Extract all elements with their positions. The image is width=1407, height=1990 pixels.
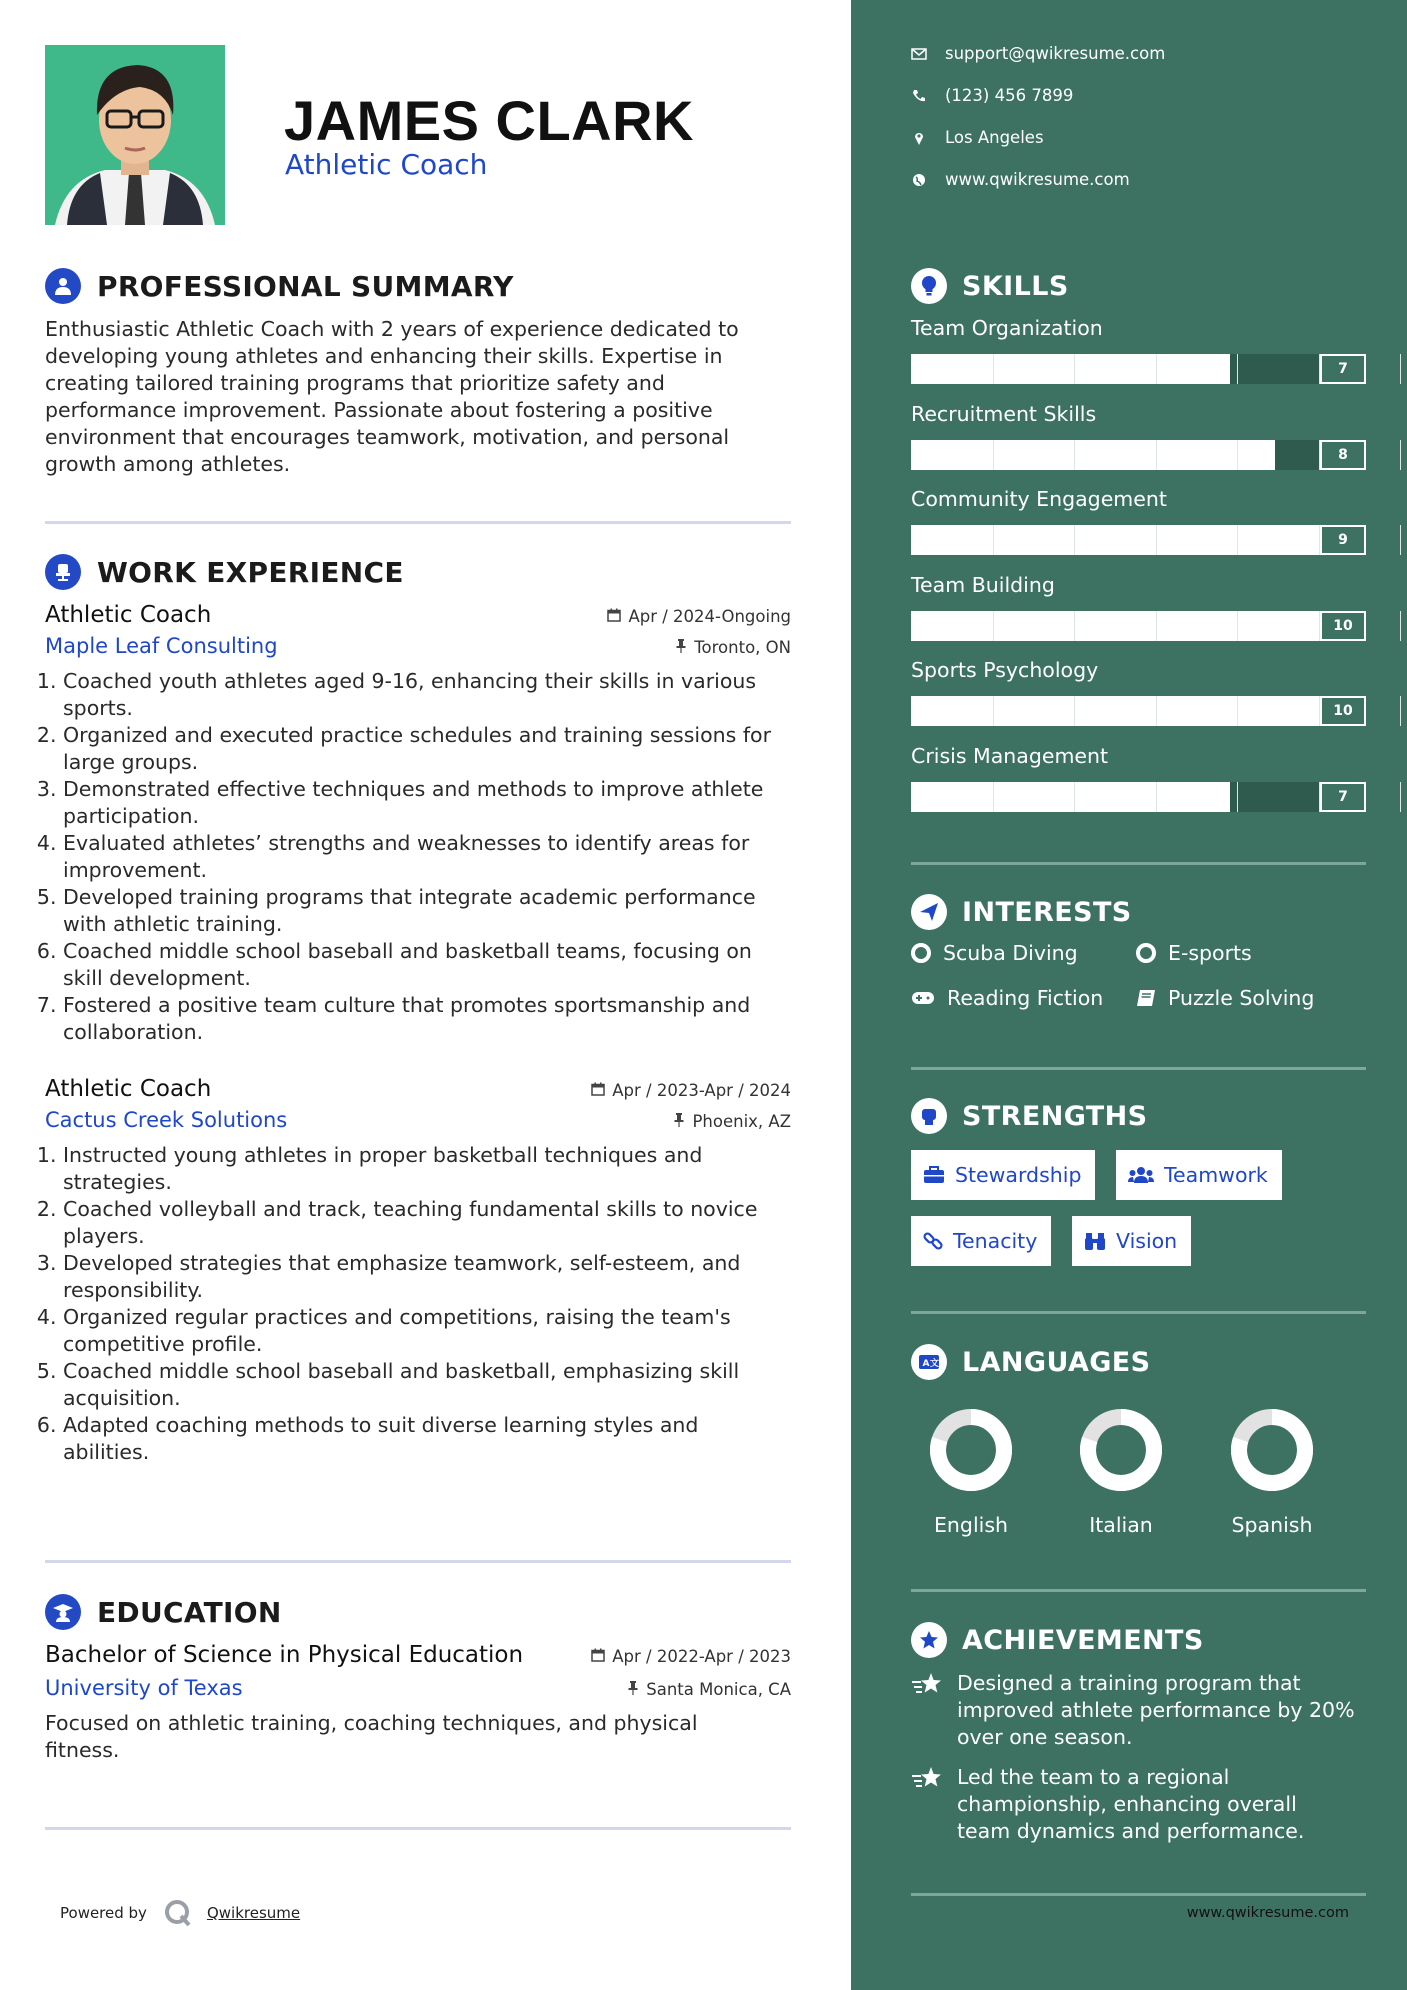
job-dates bbox=[591, 1081, 791, 1100]
school[interactable]: University of Texas bbox=[45, 1676, 243, 1700]
skill-level: 8 bbox=[1320, 440, 1366, 470]
skill-bar bbox=[911, 354, 1366, 384]
skill-bar-tick bbox=[1400, 525, 1401, 555]
contact-location bbox=[911, 128, 1044, 147]
job-company[interactable]: Cactus Creek Solutions bbox=[45, 1108, 288, 1132]
skill-bar-tick bbox=[993, 525, 994, 555]
star-badge-icon bbox=[911, 1622, 947, 1658]
candidate-name: JAMES CLARK bbox=[284, 89, 694, 152]
candidate-title: Athletic Coach bbox=[285, 148, 488, 181]
phone-icon bbox=[911, 89, 927, 103]
skill-bar-ticks bbox=[911, 354, 1366, 384]
skill-bar-ticks bbox=[911, 440, 1366, 470]
skill-item bbox=[911, 573, 1366, 641]
strength-tag bbox=[1072, 1216, 1191, 1266]
skill-level: 10 bbox=[1320, 696, 1366, 726]
duty-item: 5. Developed training programs that integrate academic performance with athletic training. bbox=[63, 884, 791, 938]
skill-bar bbox=[911, 525, 1366, 555]
job-location-text: Phoenix, AZ bbox=[692, 1112, 791, 1131]
powered-by-label: Powered by bbox=[60, 1904, 147, 1922]
user-icon bbox=[45, 268, 81, 304]
summary-line: growth among athletes. bbox=[45, 452, 291, 476]
gamepad-icon bbox=[911, 990, 935, 1006]
skill-bar-tick bbox=[1156, 354, 1157, 384]
skill-item bbox=[911, 658, 1366, 726]
contact-email[interactable] bbox=[911, 44, 1165, 63]
education-line: fitness. bbox=[45, 1738, 120, 1762]
language-item bbox=[1061, 1405, 1181, 1537]
education-heading: EDUCATION bbox=[97, 1595, 282, 1629]
job-location bbox=[673, 1112, 791, 1131]
pin-icon bbox=[675, 638, 687, 657]
achievement-line: championship, enhancing overall bbox=[957, 1792, 1297, 1816]
book-icon bbox=[1136, 989, 1156, 1007]
duty-item: 7. Fostered a positive team culture that promotes sportsmanship and collaboration. bbox=[63, 992, 791, 1046]
contact-email-text: support@qwikresume.com bbox=[945, 44, 1166, 63]
skill-bar-tick bbox=[1400, 354, 1401, 384]
job-entry bbox=[45, 602, 791, 1046]
summary-line: developing young athletes and enhancing their skills. Expertise in bbox=[45, 344, 723, 368]
skill-bar-tick bbox=[1156, 611, 1157, 641]
language-name: Italian bbox=[1089, 1513, 1153, 1537]
pin-icon bbox=[627, 1680, 639, 1699]
interest-item bbox=[911, 941, 1078, 965]
skill-name: Community Engagement bbox=[911, 487, 1167, 511]
duty-item: 4. Organized regular practices and competitions, raising the team's competitive profile. bbox=[63, 1304, 791, 1358]
paper-plane-icon bbox=[911, 894, 947, 930]
experience-section bbox=[45, 552, 791, 1466]
globe-icon bbox=[911, 173, 927, 187]
skill-bar-tick bbox=[1074, 440, 1075, 470]
achievement-item bbox=[911, 1670, 1366, 1751]
achievement-line: improved athlete performance by 20% bbox=[957, 1698, 1355, 1722]
graduate-icon bbox=[45, 1594, 81, 1630]
strength-label: Vision bbox=[1116, 1229, 1178, 1253]
pin-icon bbox=[673, 1112, 685, 1131]
skill-bar-tick bbox=[1237, 440, 1238, 470]
education-location-text: Santa Monica, CA bbox=[646, 1680, 791, 1699]
duty-item: 5. Coached middle school baseball and basketball, emphasizing skill acquisition. bbox=[63, 1358, 791, 1412]
interest-item bbox=[911, 986, 1103, 1010]
duty-item: 4. Evaluated athletes’ strengths and weaknesses to identify areas for improvement. bbox=[63, 830, 791, 884]
shooting-star-icon bbox=[911, 1670, 947, 1751]
summary-line: performance improvement. Passionate about fostering a positive bbox=[45, 398, 713, 422]
skill-bar-tick bbox=[1074, 525, 1075, 555]
skill-bar-tick bbox=[1156, 440, 1157, 470]
skill-bar-tick bbox=[1156, 525, 1157, 555]
achievement-item bbox=[911, 1764, 1366, 1845]
job-dates-text: Apr / 2023-Apr / 2024 bbox=[612, 1081, 791, 1100]
language-donut bbox=[926, 1405, 1016, 1495]
skill-bar-ticks bbox=[911, 525, 1366, 555]
skill-bar bbox=[911, 611, 1366, 641]
skill-bar-tick bbox=[993, 611, 994, 641]
skill-bar-tick bbox=[1237, 525, 1238, 555]
summary-line: environment that encourages teamwork, motivation, and personal bbox=[45, 425, 730, 449]
envelope-icon bbox=[911, 48, 927, 60]
skill-bar-tick bbox=[1237, 354, 1238, 384]
skill-item bbox=[911, 402, 1366, 470]
calendar-icon bbox=[607, 607, 621, 626]
translate-icon bbox=[911, 1344, 947, 1380]
powered-by bbox=[60, 1898, 300, 1928]
duty-item: 3. Developed strategies that emphasize teamwork, self-esteem, and responsibility. bbox=[63, 1250, 791, 1304]
languages-header bbox=[911, 1343, 1151, 1381]
sidebar-divider bbox=[911, 1067, 1366, 1070]
job-role: Athletic Coach bbox=[45, 1076, 212, 1102]
skill-item bbox=[911, 487, 1366, 555]
language-donut bbox=[1076, 1405, 1166, 1495]
sidebar-divider bbox=[911, 1589, 1366, 1592]
education-section bbox=[45, 1592, 791, 1764]
skill-bar-tick bbox=[1156, 782, 1157, 812]
skill-level: 10 bbox=[1320, 611, 1366, 641]
interest-label: E-sports bbox=[1168, 941, 1252, 965]
languages-heading: LANGUAGES bbox=[962, 1346, 1151, 1378]
duty-item: 2. Coached volleyball and track, teaching fundamental skills to novice players. bbox=[63, 1196, 791, 1250]
skill-bar-tick bbox=[993, 354, 994, 384]
language-name: Spanish bbox=[1231, 1513, 1313, 1537]
skill-bar-tick bbox=[1400, 611, 1401, 641]
skill-level: 9 bbox=[1320, 525, 1366, 555]
skill-name: Team Organization bbox=[911, 316, 1103, 340]
skill-bar-ticks bbox=[911, 611, 1366, 641]
skill-bar-tick bbox=[1156, 696, 1157, 726]
section-divider bbox=[45, 1827, 791, 1830]
duty-item: 2. Organized and executed practice schedules and training sessions for large groups. bbox=[63, 722, 791, 776]
strength-tag bbox=[1116, 1150, 1282, 1200]
chair-icon bbox=[45, 554, 81, 590]
duty-list bbox=[45, 1142, 791, 1466]
interest-label: Scuba Diving bbox=[943, 941, 1078, 965]
skill-name: Sports Psychology bbox=[911, 658, 1099, 682]
profile-photo bbox=[45, 45, 225, 225]
duty-item: 1. Coached youth athletes aged 9-16, enhancing their skills in various sports. bbox=[63, 668, 791, 722]
map-marker-icon bbox=[911, 131, 927, 145]
achievement-line: Led the team to a regional bbox=[957, 1765, 1230, 1789]
section-divider bbox=[45, 521, 791, 524]
education-line: Focused on athletic training, coaching techniques, and physical bbox=[45, 1711, 698, 1735]
summary-heading: PROFESSIONAL SUMMARY bbox=[97, 269, 514, 303]
duty-item: 6. Adapted coaching methods to suit diverse learning styles and abilities. bbox=[63, 1412, 791, 1466]
skill-bar bbox=[911, 782, 1366, 812]
strengths-header bbox=[911, 1097, 1147, 1135]
lifebuoy-icon bbox=[911, 943, 931, 963]
job-location-text: Toronto, ON bbox=[694, 638, 791, 657]
contact-website[interactable] bbox=[911, 170, 1130, 189]
lightbulb-icon bbox=[911, 268, 947, 304]
summary-line: creating tailored training programs that prioritize safety and bbox=[45, 371, 665, 395]
skill-bar-tick bbox=[993, 696, 994, 726]
skill-name: Recruitment Skills bbox=[911, 401, 1097, 426]
job-company[interactable]: Maple Leaf Consulting bbox=[45, 634, 278, 658]
briefcase-icon bbox=[923, 1166, 945, 1184]
skill-level: 7 bbox=[1320, 354, 1366, 384]
skill-bar-tick bbox=[993, 440, 994, 470]
job-dates-text: Apr / 2024-Ongoing bbox=[628, 607, 791, 626]
qwikresume-logo-icon bbox=[163, 1898, 193, 1928]
interests-heading: INTERESTS bbox=[962, 896, 1132, 928]
contact-location-text: Los Angeles bbox=[945, 128, 1044, 147]
duty-item: 1. Instructed young athletes in proper basketball techniques and strategies. bbox=[63, 1142, 791, 1196]
achievements-heading: ACHIEVEMENTS bbox=[962, 1624, 1204, 1656]
duty-list bbox=[45, 668, 791, 1046]
skill-level: 7 bbox=[1320, 782, 1366, 812]
svg-text:A: A bbox=[922, 1359, 930, 1369]
strengths-heading: STRENGTHS bbox=[962, 1100, 1148, 1132]
education-location bbox=[627, 1680, 791, 1699]
strength-tag bbox=[911, 1216, 1051, 1266]
skill-bar-tick bbox=[1237, 611, 1238, 641]
binoculars-icon bbox=[1084, 1231, 1106, 1251]
svg-text:文: 文 bbox=[930, 1359, 940, 1369]
language-donut bbox=[1227, 1405, 1317, 1495]
skill-bar-tick bbox=[1074, 611, 1075, 641]
calendar-icon bbox=[591, 1647, 605, 1666]
sidebar bbox=[851, 0, 1407, 1990]
qwikresume-link[interactable]: Qwikresume bbox=[206, 1904, 301, 1922]
skill-bar-ticks bbox=[911, 696, 1366, 726]
achievement-line: over one season. bbox=[957, 1725, 1133, 1749]
sidebar-divider bbox=[911, 1311, 1366, 1314]
skill-item bbox=[911, 316, 1366, 384]
shooting-star-icon bbox=[911, 1764, 947, 1845]
skill-bar-tick bbox=[1400, 782, 1401, 812]
experience-heading: WORK EXPERIENCE bbox=[97, 555, 404, 589]
skill-bar-tick bbox=[1237, 782, 1238, 812]
achievement-line: team dynamics and performance. bbox=[957, 1819, 1305, 1843]
skill-bar bbox=[911, 696, 1366, 726]
strength-label: Stewardship bbox=[955, 1163, 1082, 1187]
strength-tag bbox=[911, 1150, 1095, 1200]
skill-bar bbox=[911, 440, 1366, 470]
summary-section bbox=[45, 266, 791, 478]
skill-name: Crisis Management bbox=[911, 743, 1109, 768]
job-location bbox=[675, 638, 791, 657]
skill-bar-tick bbox=[1074, 354, 1075, 384]
education-dates-text: Apr / 2022-Apr / 2023 bbox=[612, 1647, 791, 1666]
skill-item bbox=[911, 744, 1366, 812]
job-role: Athletic Coach bbox=[45, 602, 212, 628]
interest-label: Puzzle Solving bbox=[1168, 986, 1315, 1010]
skill-bar-tick bbox=[1237, 696, 1238, 726]
strength-label: Teamwork bbox=[1164, 1163, 1268, 1187]
contact-website-text: www.qwikresume.com bbox=[945, 170, 1130, 189]
strength-label: Tenacity bbox=[953, 1229, 1038, 1253]
contact-phone-text: (123) 456 7899 bbox=[945, 86, 1074, 105]
sidebar-divider bbox=[911, 862, 1366, 865]
skills-header bbox=[911, 267, 1069, 305]
skill-bar-tick bbox=[1400, 440, 1401, 470]
interest-label: Reading Fiction bbox=[947, 986, 1104, 1010]
skill-name: Team Building bbox=[911, 572, 1055, 597]
lifebuoy-icon bbox=[1136, 943, 1156, 963]
contact-phone[interactable] bbox=[911, 86, 1073, 105]
interest-item bbox=[1136, 941, 1252, 965]
duty-item: 6. Coached middle school baseball and basketball teams, focusing on skill development. bbox=[63, 938, 791, 992]
section-divider bbox=[45, 1560, 791, 1563]
achievements-header bbox=[911, 1621, 1204, 1659]
users-icon bbox=[1128, 1166, 1154, 1184]
link-icon bbox=[923, 1231, 943, 1251]
job-dates bbox=[607, 607, 791, 626]
duty-item: 3. Demonstrated effective techniques and methods to improve athlete participation. bbox=[63, 776, 791, 830]
skill-bar-ticks bbox=[911, 782, 1366, 812]
interest-item bbox=[1136, 986, 1314, 1010]
education-description bbox=[45, 1710, 791, 1764]
language-item bbox=[1212, 1405, 1332, 1537]
calendar-icon bbox=[591, 1081, 605, 1100]
job-entry bbox=[45, 1076, 791, 1466]
skill-bar-tick bbox=[1074, 782, 1075, 812]
education-dates bbox=[591, 1647, 791, 1666]
achievement-line: Designed a training program that bbox=[957, 1671, 1301, 1695]
education-entry bbox=[45, 1642, 791, 1764]
sidebar-divider bbox=[911, 1893, 1366, 1896]
fist-icon bbox=[911, 1098, 947, 1134]
degree: Bachelor of Science in Physical Education bbox=[45, 1642, 524, 1668]
summary-text bbox=[45, 316, 791, 478]
skill-bar-tick bbox=[1400, 696, 1401, 726]
summary-line: Enthusiastic Athletic Coach with 2 years of experience dedicated to bbox=[45, 317, 739, 341]
language-name: English bbox=[933, 1513, 1009, 1537]
skill-bar-tick bbox=[1074, 696, 1075, 726]
skills-heading: SKILLS bbox=[962, 270, 1069, 302]
footer-website[interactable]: www.qwikresume.com bbox=[1186, 1905, 1349, 1921]
skill-bar-tick bbox=[993, 782, 994, 812]
language-item bbox=[911, 1405, 1031, 1537]
interests-header bbox=[911, 893, 1132, 931]
